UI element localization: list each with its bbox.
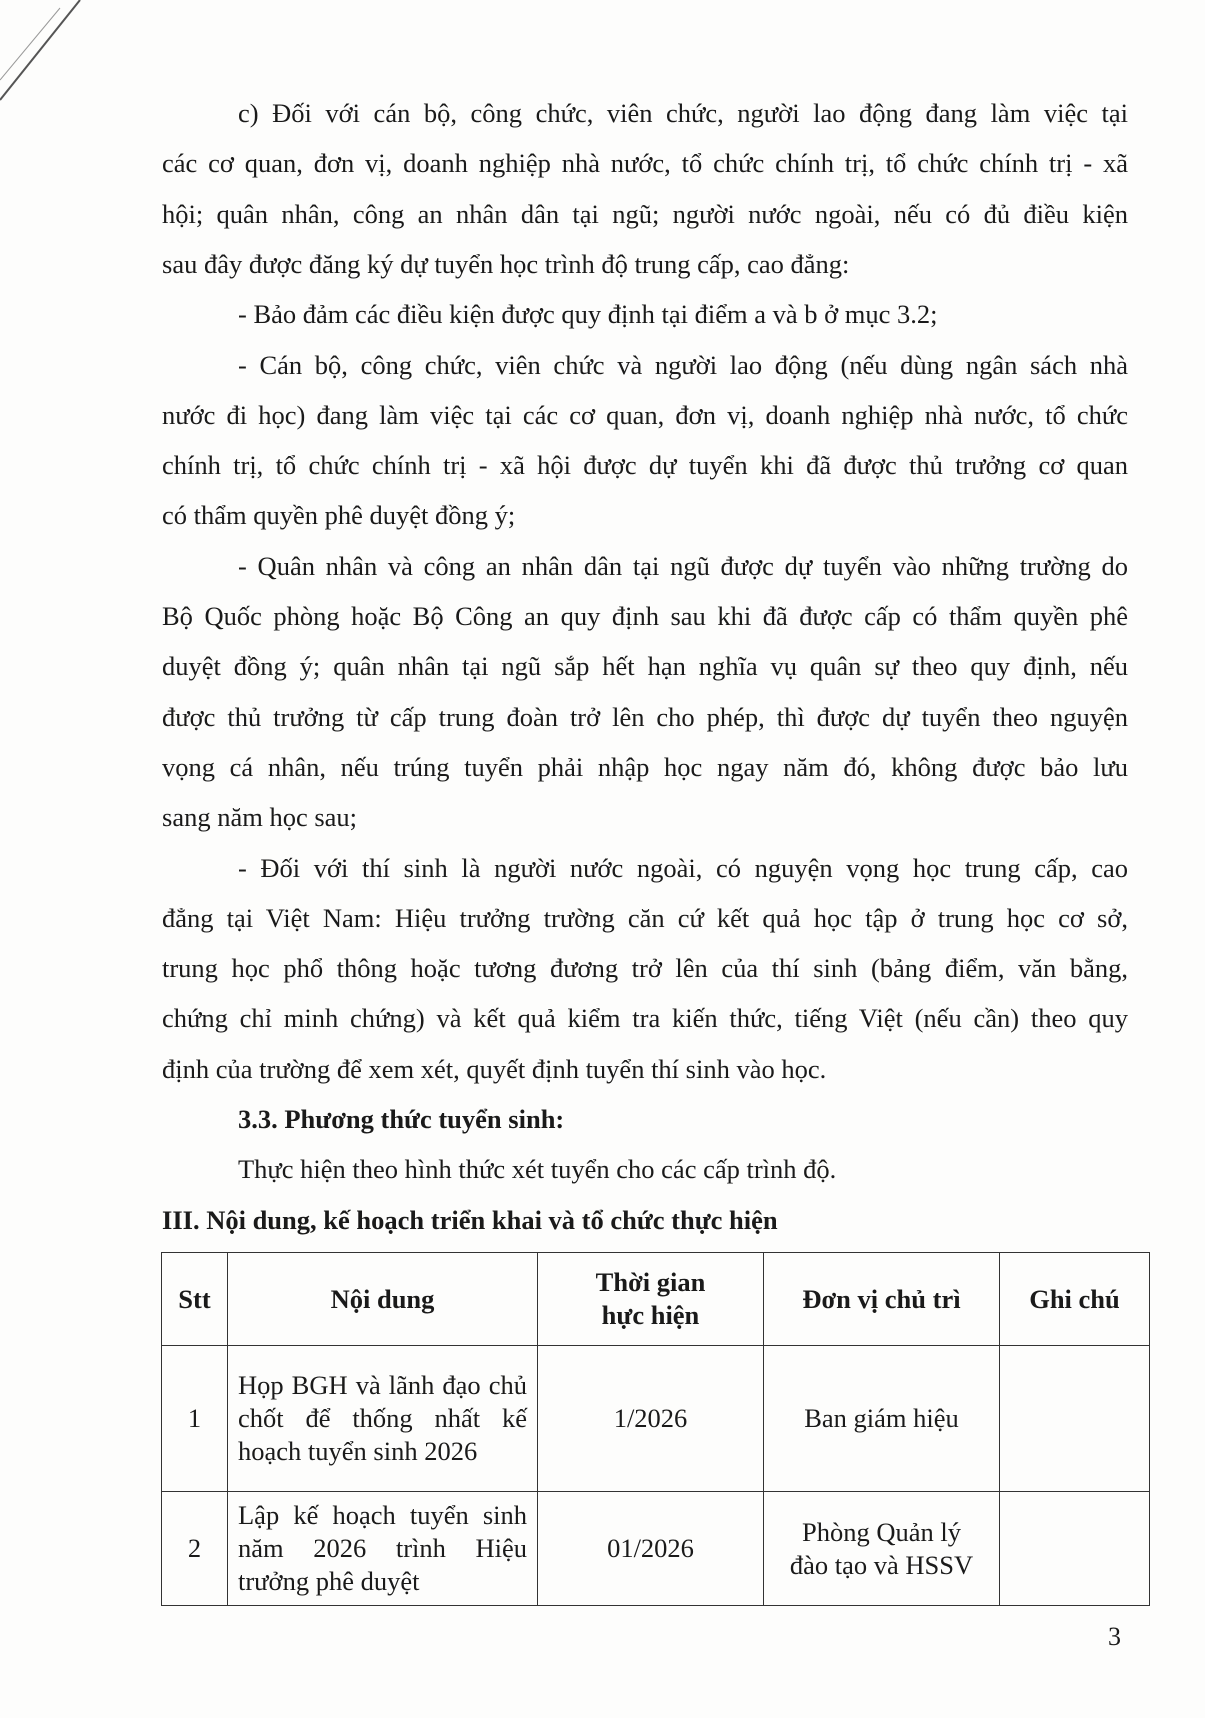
cell-time: 1/2026 bbox=[538, 1346, 764, 1492]
text-line: định của trường để xem xét, quyết định tuyển thí sinh vào học. bbox=[162, 1053, 827, 1084]
text-line: chứng chỉ minh chứng) và kết quả kiểm tra kiến thức, tiếng Việt (nếu cần) theo quy bbox=[162, 1003, 1128, 1034]
page-number: 3 bbox=[1108, 1622, 1121, 1651]
header-content: Nội dung bbox=[228, 1253, 538, 1346]
text-line: được thủ trưởng từ cấp trung đoàn trở lên cho phép, thì được dự tuyển theo nguyện bbox=[162, 701, 1128, 732]
cell-content: Họp BGH và lãnh đạo chủ chốt để thống nhất kế hoạch tuyển sinh 2026 bbox=[228, 1346, 538, 1492]
header-note: Ghi chú bbox=[1000, 1253, 1150, 1346]
text-line: Bộ Quốc phòng hoặc Bộ Công an quy định sau khi đã được cấp có thẩm quyền phê bbox=[162, 601, 1128, 631]
text-line: sang năm học sau; bbox=[162, 802, 358, 833]
section-heading: 3.3. Phương thức tuyển sinh: bbox=[238, 1104, 565, 1134]
text-line: chính trị, tổ chức chính trị - xã hội được dự tuyển khi đã được thủ trưởng cơ quan bbox=[162, 450, 1128, 481]
section-heading: III. Nội dung, kế hoạch triển khai và tổ chức thực hiện bbox=[162, 1204, 778, 1235]
header-unit: Đơn vị chủ trì bbox=[764, 1253, 1000, 1346]
table-row bbox=[162, 1492, 1150, 1606]
cell-unit: Phòng Quản lý đào tạo và HSSV bbox=[764, 1492, 1000, 1606]
cell-stt: 2 bbox=[162, 1492, 228, 1606]
scan-corner-mark bbox=[0, 0, 90, 110]
text-line: có thẩm quyền phê duyệt đồng ý; bbox=[162, 500, 516, 531]
cell-time: 01/2026 bbox=[538, 1492, 764, 1606]
text-line: hội; quân nhân, công an nhân dân tại ngũ; người nước ngoài, nếu có đủ điều kiện bbox=[162, 198, 1128, 229]
cell-note bbox=[1000, 1492, 1150, 1606]
text-line: đẳng tại Việt Nam: Hiệu trưởng trường căn cứ kết quả học tập ở trung học cơ sở, bbox=[162, 902, 1128, 933]
text-line: các cơ quan, đơn vị, doanh nghiệp nhà nước, tổ chức chính trị, tổ chức chính trị - xã bbox=[162, 148, 1128, 179]
implementation-plan-table bbox=[161, 1252, 1150, 1606]
cell-unit: Ban giám hiệu bbox=[764, 1346, 1000, 1492]
text-line: trung học phổ thông hoặc tương đương trở lên của thí sinh (bảng điểm, văn bằng, bbox=[162, 953, 1128, 984]
text-line: - Đối với thí sinh là người nước ngoài, có nguyện vọng học trung cấp, cao bbox=[238, 852, 1128, 883]
text-line: sau đây được đăng ký dự tuyển học trình độ trung cấp, cao đẳng: bbox=[162, 248, 850, 279]
text-line: - Cán bộ, công chức, viên chức và người lao động (nếu dùng ngân sách nhà bbox=[238, 349, 1128, 380]
header-stt: Stt bbox=[162, 1253, 228, 1346]
text-line: duyệt đồng ý; quân nhân tại ngũ sắp hết hạn nghĩa vụ quân sự theo quy định, nếu bbox=[162, 651, 1128, 682]
text-line: c) Đối với cán bộ, công chức, viên chức, người lao động đang làm việc tại bbox=[238, 98, 1128, 128]
header-time: Thời gian hực hiện bbox=[538, 1253, 764, 1346]
cell-stt: 1 bbox=[162, 1346, 228, 1492]
table-header-row bbox=[162, 1253, 1150, 1346]
text-line: nước đi học) đang làm việc tại các cơ quan, đơn vị, doanh nghiệp nhà nước, tổ chức bbox=[162, 399, 1128, 430]
text-line: - Quân nhân và công an nhân dân tại ngũ được dự tuyển vào những trường do bbox=[238, 550, 1128, 581]
cell-content: Lập kế hoạch tuyển sinh năm 2026 trình Hiệu trưởng phê duyệt bbox=[228, 1492, 538, 1606]
cell-note bbox=[1000, 1346, 1150, 1492]
text-line: vọng cá nhân, nếu trúng tuyển phải nhập học ngay năm đó, không được bảo lưu bbox=[162, 751, 1128, 782]
table-row bbox=[162, 1346, 1150, 1492]
text-line: - Bảo đảm các điều kiện được quy định tại điểm a và b ở mục 3.2; bbox=[238, 299, 938, 330]
text-line: Thực hiện theo hình thức xét tuyển cho các cấp trình độ. bbox=[238, 1154, 837, 1185]
